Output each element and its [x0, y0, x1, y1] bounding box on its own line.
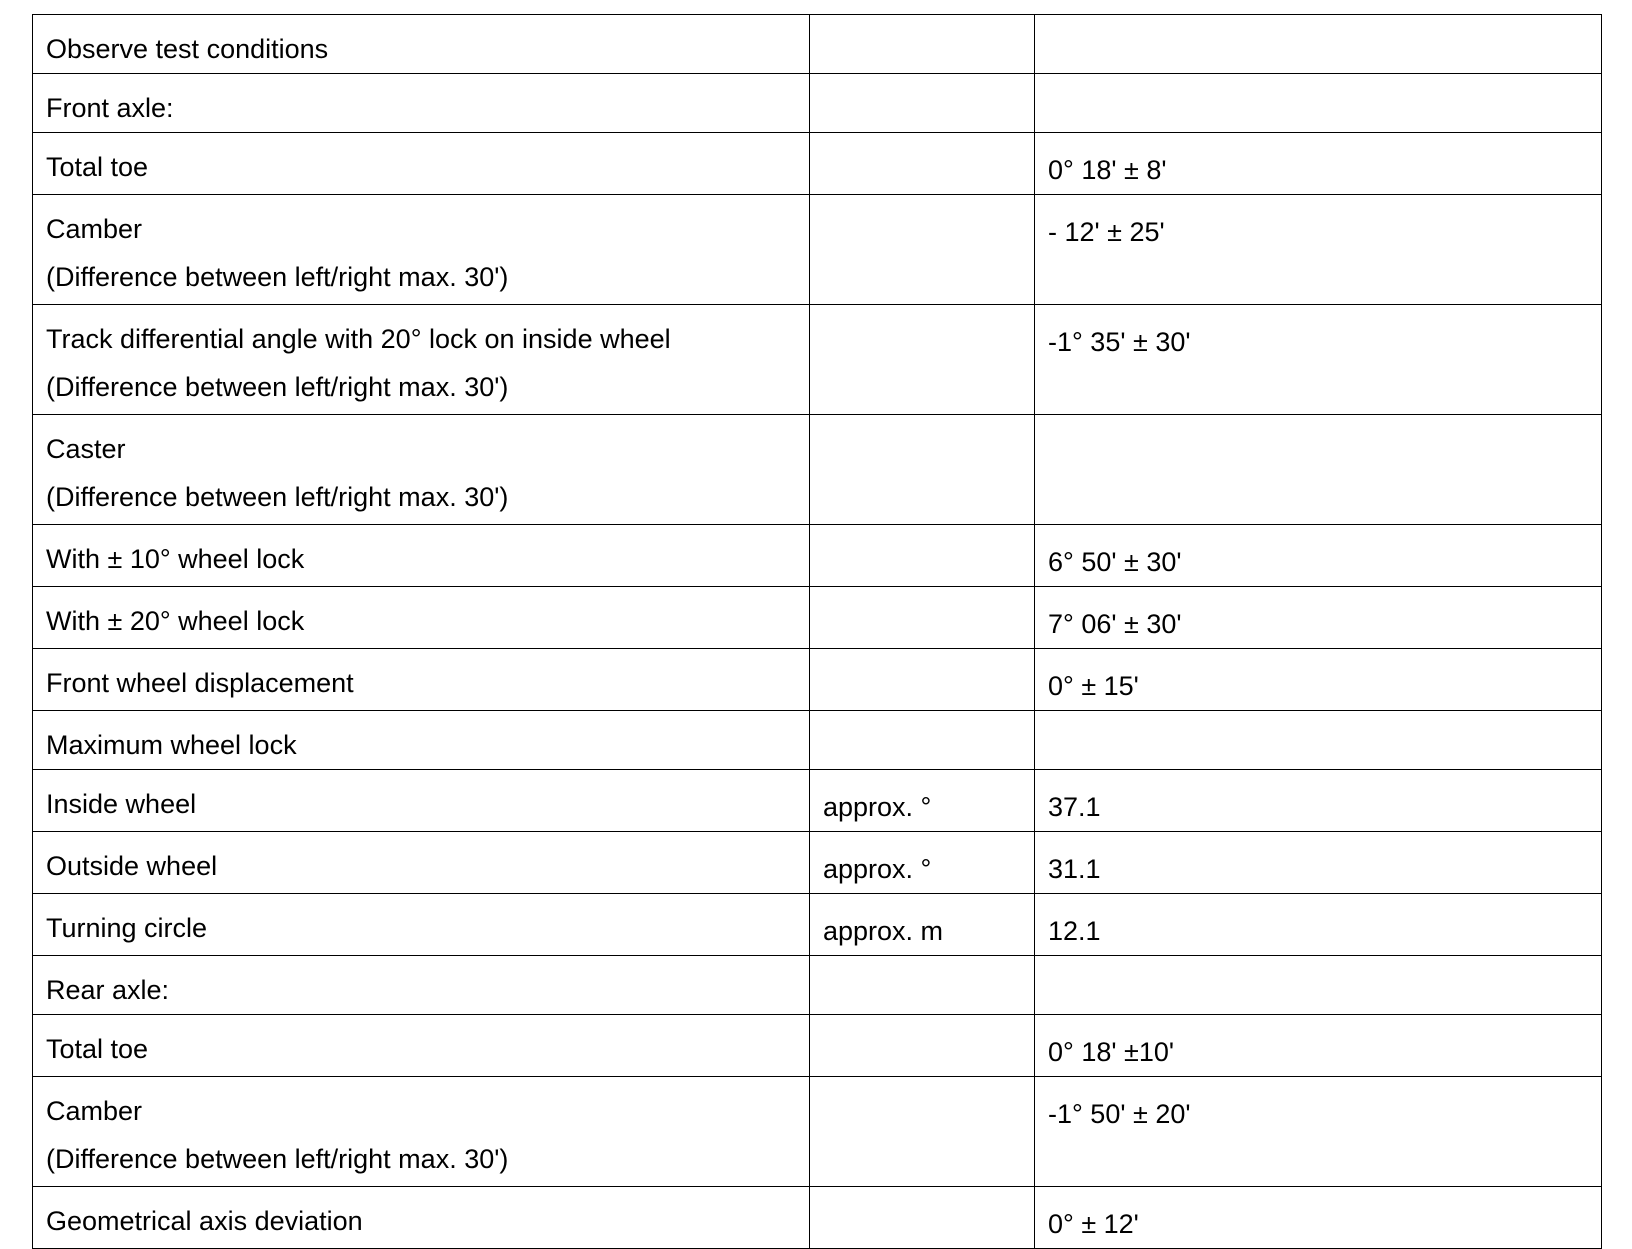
table-row	[33, 15, 1602, 74]
table-row	[33, 832, 1602, 894]
table-row	[33, 133, 1602, 195]
value-cell	[1035, 15, 1602, 74]
parameter-cell: Camber (Difference between left/right max. 30')	[33, 1077, 810, 1187]
parameter-note: (Difference between left/right max. 30')	[46, 262, 509, 292]
parameter-cell: Front wheel displacement	[33, 649, 810, 711]
value-cell	[1035, 74, 1602, 133]
value-cell: 0° 18' ± 8'	[1035, 133, 1602, 195]
parameter-cell: With ± 10° wheel lock	[33, 525, 810, 587]
parameter-cell: Front axle:	[33, 74, 810, 133]
parameter-cell: Turning circle	[33, 894, 810, 956]
parameter-note: (Difference between left/right max. 30')	[46, 372, 509, 402]
table-row	[33, 770, 1602, 832]
unit-cell	[810, 587, 1035, 649]
parameter-cell: Maximum wheel lock	[33, 711, 810, 770]
value-cell	[1035, 415, 1602, 525]
parameter-cell: Observe test conditions	[33, 15, 810, 74]
value-cell	[1035, 956, 1602, 1015]
table-row	[33, 956, 1602, 1015]
unit-cell	[810, 415, 1035, 525]
parameter-note: (Difference between left/right max. 30')	[46, 1144, 509, 1174]
value-cell: 31.1	[1035, 832, 1602, 894]
table-row	[33, 305, 1602, 415]
value-cell: 0° ± 12'	[1035, 1187, 1602, 1249]
unit-cell	[810, 74, 1035, 133]
table-row	[33, 415, 1602, 525]
parameter-cell: Outside wheel	[33, 832, 810, 894]
table-row	[33, 894, 1602, 956]
value-cell: 6° 50' ± 30'	[1035, 525, 1602, 587]
unit-cell	[810, 525, 1035, 587]
value-cell: -1° 35' ± 30'	[1035, 305, 1602, 415]
table-row	[33, 195, 1602, 305]
value-cell: -1° 50' ± 20'	[1035, 1077, 1602, 1187]
unit-cell	[810, 649, 1035, 711]
unit-cell	[810, 1187, 1035, 1249]
unit-cell	[810, 1077, 1035, 1187]
parameter-cell: Total toe	[33, 1015, 810, 1077]
table-row	[33, 1077, 1602, 1187]
unit-cell	[810, 133, 1035, 195]
parameter-cell: Camber (Difference between left/right max. 30')	[33, 195, 810, 305]
unit-cell	[810, 711, 1035, 770]
value-cell: 0° 18' ±10'	[1035, 1015, 1602, 1077]
unit-cell: approx. m	[810, 894, 1035, 956]
value-cell: 12.1	[1035, 894, 1602, 956]
parameter-note: (Difference between left/right max. 30')	[46, 482, 509, 512]
unit-cell	[810, 956, 1035, 1015]
table-row	[33, 587, 1602, 649]
table-row	[33, 74, 1602, 133]
table-row	[33, 525, 1602, 587]
unit-cell	[810, 305, 1035, 415]
parameter-cell: Total toe	[33, 133, 810, 195]
value-cell	[1035, 711, 1602, 770]
table-row	[33, 1015, 1602, 1077]
unit-cell	[810, 1015, 1035, 1077]
parameter-cell: With ± 20° wheel lock	[33, 587, 810, 649]
value-cell: - 12' ± 25'	[1035, 195, 1602, 305]
unit-cell: approx. °	[810, 770, 1035, 832]
table-row	[33, 1187, 1602, 1249]
value-cell: 37.1	[1035, 770, 1602, 832]
parameter-cell: Inside wheel	[33, 770, 810, 832]
value-cell: 0° ± 15'	[1035, 649, 1602, 711]
unit-cell: approx. °	[810, 832, 1035, 894]
parameter-cell: Rear axle:	[33, 956, 810, 1015]
table-row	[33, 711, 1602, 770]
parameter-cell: Geometrical axis deviation	[33, 1187, 810, 1249]
parameter-cell: Track differential angle with 20° lock on inside wheel (Difference between left/right max. 30')	[33, 305, 810, 415]
value-cell: 7° 06' ± 30'	[1035, 587, 1602, 649]
wheel-alignment-spec-table	[32, 14, 1602, 1249]
table-row	[33, 649, 1602, 711]
unit-cell	[810, 195, 1035, 305]
parameter-cell: Caster (Difference between left/right max. 30')	[33, 415, 810, 525]
unit-cell	[810, 15, 1035, 74]
